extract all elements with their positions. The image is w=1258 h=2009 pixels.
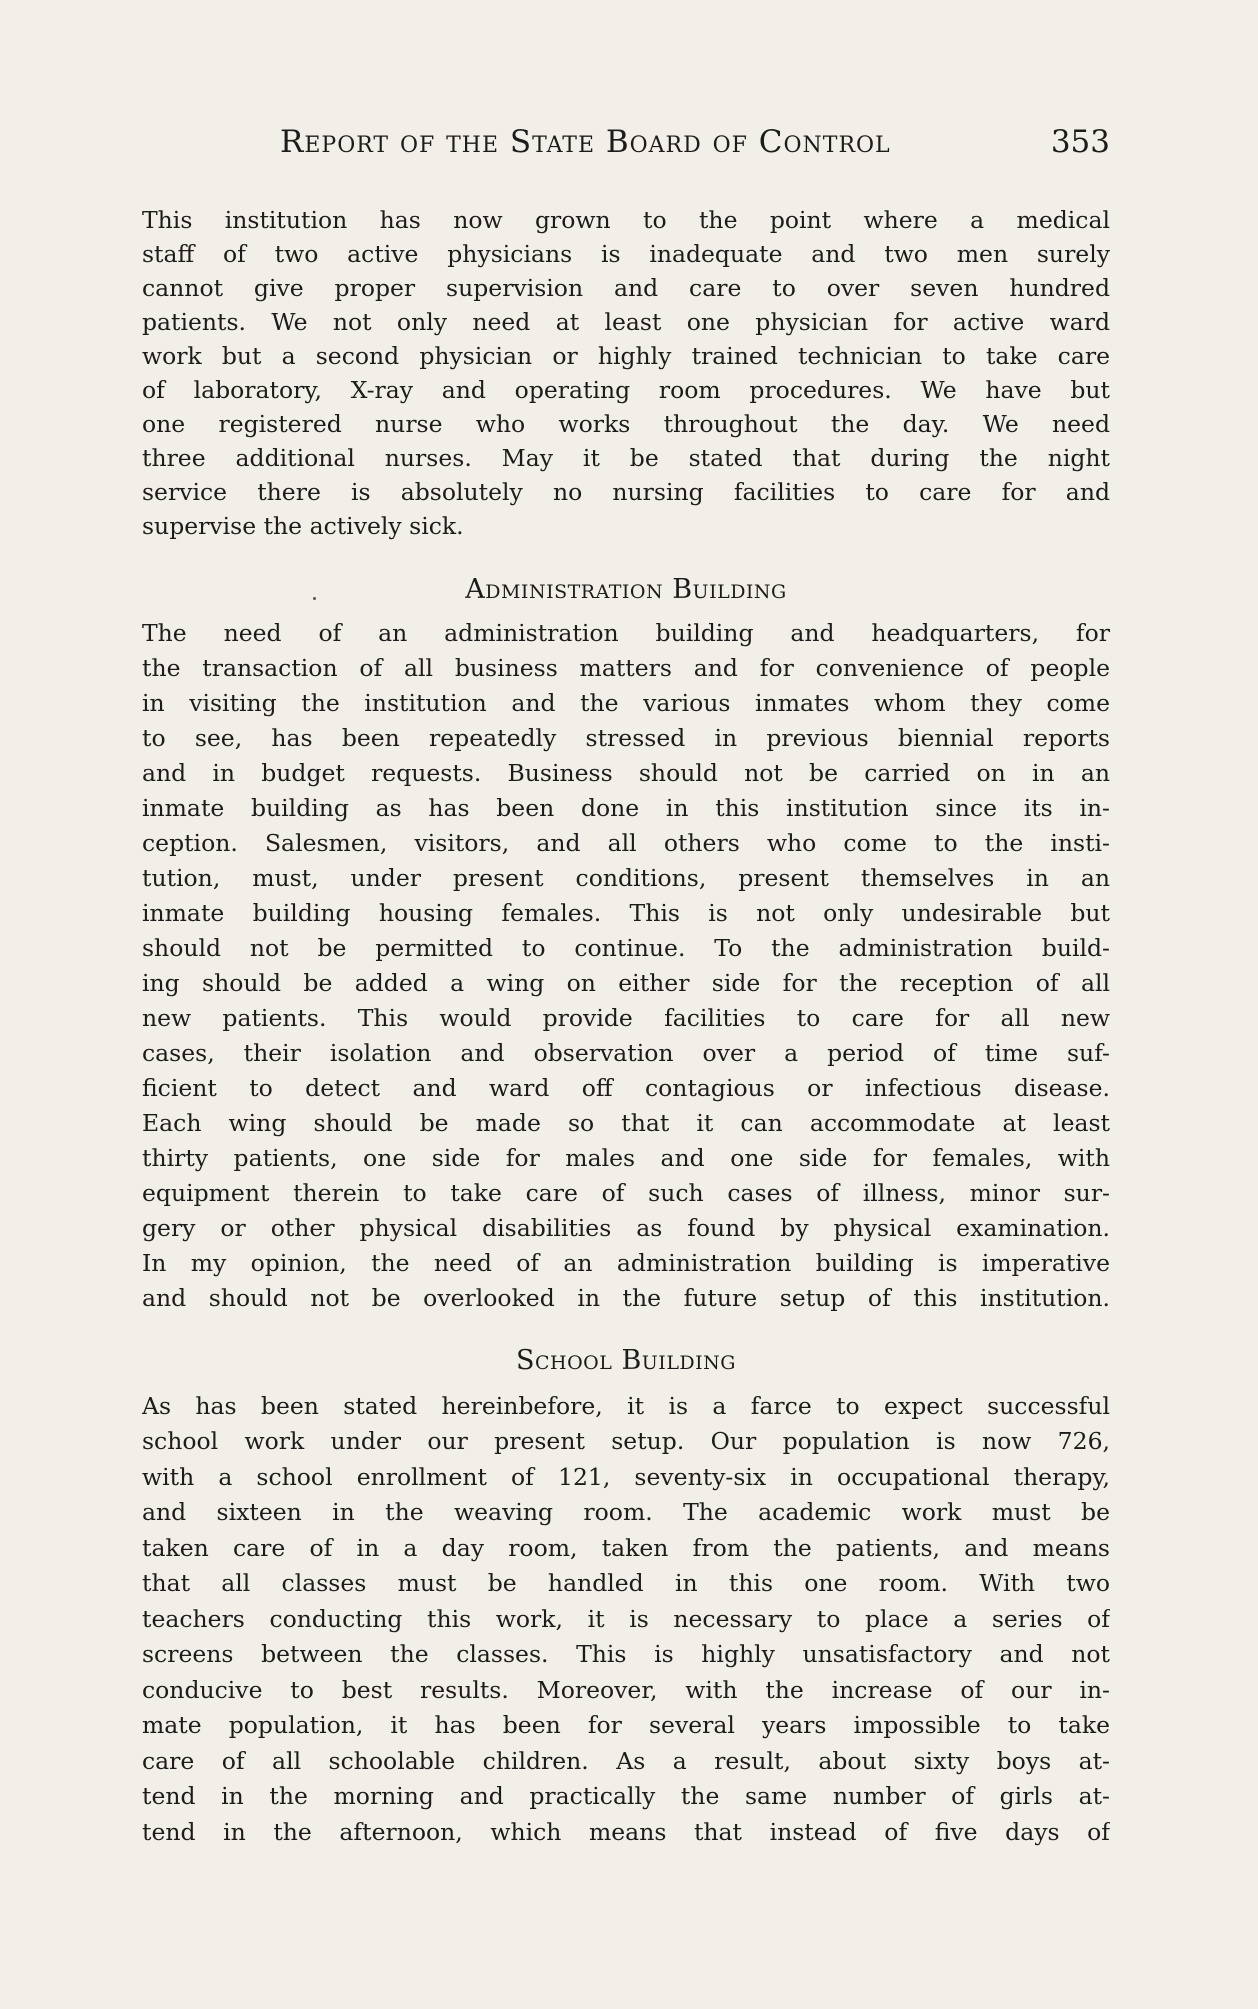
paragraph-line: patients. We not only need at least one physician for active ward	[142, 308, 1110, 336]
section-heading-school-building: School Building	[516, 1345, 736, 1376]
paragraph-line: tution, must, under present conditions, present themselves in an	[142, 864, 1110, 892]
paragraph-line: school work under our present setup. Our population is now 726,	[142, 1427, 1110, 1455]
paragraph-line: taken care of in a day room, taken from the patients, and means	[142, 1534, 1110, 1562]
paragraph-line: inmate building housing females. This is not only undesirable but	[142, 899, 1110, 927]
paragraph-line: In my opinion, the need of an administration building is imperative	[142, 1249, 1110, 1277]
page-number: 353	[1050, 124, 1110, 160]
paragraph-line: care of all schoolable children. As a result, about sixty boys at-	[142, 1747, 1110, 1775]
paragraph-line: of laboratory, X-ray and operating room procedures. We have but	[142, 376, 1110, 404]
paragraph-line: supervise the actively sick.	[142, 512, 464, 540]
paragraph-line: As has been stated hereinbefore, it is a farce to expect successful	[142, 1392, 1110, 1420]
paragraph-line: with a school enrollment of 121, seventy-six in occupational therapy,	[142, 1463, 1110, 1491]
paragraph-line: conducive to best results. Moreover, with the increase of our in-	[142, 1676, 1110, 1704]
paragraph-line: mate population, it has been for several years impossible to take	[142, 1711, 1110, 1739]
paragraph-line: cannot give proper supervision and care to over seven hundred	[142, 274, 1110, 302]
paragraph-line: teachers conducting this work, it is necessary to place a series of	[142, 1605, 1110, 1633]
paragraph-line: in visiting the institution and the various inmates whom they come	[142, 689, 1110, 717]
paragraph-line: thirty patients, one side for males and one side for females, with	[142, 1144, 1110, 1172]
paragraph-line: and should not be overlooked in the future setup of this institution.	[142, 1284, 1110, 1312]
paragraph-line: three additional nurses. May it be stated that during the night	[142, 444, 1110, 472]
paragraph-line: should not be permitted to continue. To the administration build-	[142, 934, 1110, 962]
paragraph-line: one registered nurse who works throughout the day. We need	[142, 410, 1110, 438]
paragraph-line: and in budget requests. Business should not be carried on in an	[142, 759, 1110, 787]
paragraph-line: to see, has been repeatedly stressed in previous biennial reports	[142, 724, 1110, 752]
paragraph-line: gery or other physical disabilities as found by physical examination.	[142, 1214, 1110, 1242]
paragraph-line: staff of two active physicians is inadequate and two men surely	[142, 240, 1110, 268]
paragraph-line: the transaction of all business matters and for convenience of people	[142, 654, 1110, 682]
paragraph-line: that all classes must be handled in this one room. With two	[142, 1569, 1110, 1597]
paragraph-line: inmate building as has been done in this institution since its in-	[142, 794, 1110, 822]
paragraph-line: new patients. This would provide facilities to care for all new	[142, 1004, 1110, 1032]
paragraph-line: screens between the classes. This is highly unsatisfactory and not	[142, 1640, 1110, 1668]
paragraph-line: This institution has now grown to the point where a medical	[142, 206, 1110, 234]
paragraph-line: ficient to detect and ward off contagious or infectious disease.	[142, 1074, 1110, 1102]
section-heading-administration-building: Administration Building	[465, 574, 787, 605]
paragraph-line: equipment therein to take care of such cases of illness, minor sur-	[142, 1179, 1110, 1207]
paragraph-line: work but a second physician or highly trained technician to take care	[142, 342, 1110, 370]
paragraph-line: ing should be added a wing on either side for the reception of all	[142, 969, 1110, 997]
running-head	[280, 122, 1110, 162]
paragraph-line: service there is absolutely no nursing facilities to care for and	[142, 478, 1110, 506]
paragraph-line: The need of an administration building and headquarters, for	[142, 619, 1110, 647]
paragraph-line: and sixteen in the weaving room. The academic work must be	[142, 1498, 1110, 1526]
paragraph-line: ception. Salesmen, visitors, and all others who come to the insti-	[142, 829, 1110, 857]
running-title: Report of the State Board of Control	[280, 124, 891, 160]
paragraph-line: Each wing should be made so that it can accommodate at least	[142, 1109, 1110, 1137]
paragraph-line: tend in the afternoon, which means that instead of five days of	[142, 1818, 1110, 1846]
paragraph-line: tend in the morning and practically the same number of girls at-	[142, 1782, 1110, 1810]
paragraph-line: cases, their isolation and observation over a period of time suf-	[142, 1039, 1110, 1067]
